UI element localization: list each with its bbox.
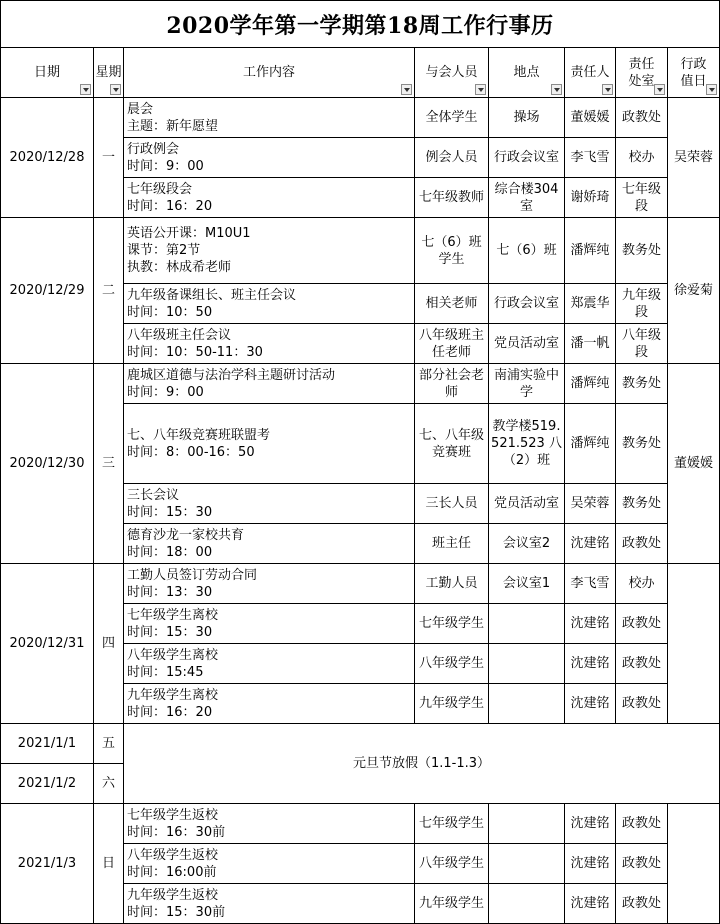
location-cell[interactable] (489, 844, 565, 884)
dept-cell[interactable]: 教务处 (616, 218, 668, 284)
dept-cell[interactable]: 教务处 (616, 404, 668, 484)
owner-cell[interactable]: 吴荣蓉 (565, 484, 616, 524)
content-line: 时间：9：00 (127, 158, 204, 174)
location-cell[interactable]: 教学楼519.521.523 八（2）班 (489, 404, 565, 484)
header-weekday[interactable]: 星期 (94, 48, 124, 98)
header-date[interactable]: 日期 (1, 48, 94, 98)
dept-cell[interactable]: 政教处 (616, 804, 668, 844)
content-line: 英语公开课：M10U1 (127, 226, 251, 241)
location-cell[interactable] (489, 804, 565, 844)
attendees-cell[interactable]: 工勤人员 (415, 564, 489, 604)
attendees-cell[interactable]: 相关老师 (415, 284, 489, 324)
content-cell[interactable] (124, 804, 415, 844)
content-line: 时间：16：20 (127, 198, 213, 214)
dept-cell[interactable]: 校办 (616, 138, 668, 178)
attendees-cell[interactable]: 九年级学生 (415, 684, 489, 724)
owner-cell[interactable]: 李飞雪 (565, 564, 616, 604)
location-cell[interactable]: 综合楼304室 (489, 178, 565, 218)
header-content[interactable]: 工作内容 (124, 48, 415, 98)
date-cell[interactable]: 2020/12/29 (1, 218, 94, 364)
dept-cell[interactable]: 政教处 (616, 98, 668, 138)
content-line: 时间：16:00前 (127, 864, 217, 880)
table-row (1, 804, 720, 844)
weekday-cell[interactable]: 四 (94, 564, 124, 724)
dept-cell[interactable]: 七年级段 (616, 178, 668, 218)
attendees-cell[interactable]: 班主任 (415, 524, 489, 564)
content-cell[interactable] (124, 324, 415, 364)
content-line: 时间：9：00 (127, 384, 204, 400)
location-cell[interactable]: 会议室1 (489, 564, 565, 604)
content-line: 八年级学生离校 (127, 647, 219, 663)
location-cell[interactable] (489, 644, 565, 684)
content-cell[interactable] (124, 284, 415, 324)
location-cell[interactable]: 操场 (489, 98, 565, 138)
header-row (1, 48, 720, 98)
content-line: 七年级段会 (127, 181, 193, 197)
content-cell[interactable] (124, 484, 415, 524)
header-owner[interactable]: 责任人 (565, 48, 616, 98)
date-cell[interactable]: 2021/1/2 (1, 764, 94, 804)
filter-dropdown-icon[interactable] (401, 84, 412, 95)
header-duty[interactable]: 行政值日 (668, 48, 720, 98)
owner-cell[interactable]: 潘辉纯 (565, 404, 616, 484)
header-location[interactable]: 地点 (489, 48, 565, 98)
location-cell[interactable] (489, 604, 565, 644)
content-cell[interactable] (124, 218, 415, 284)
date-cell[interactable]: 2021/1/3 (1, 804, 94, 924)
filter-dropdown-icon[interactable] (602, 84, 613, 95)
header-dept[interactable]: 责任处室 (616, 48, 668, 98)
date-cell[interactable]: 2020/12/30 (1, 364, 94, 564)
filter-dropdown-icon[interactable] (80, 84, 91, 95)
content-line: 七、八年级竞赛班联盟考 (127, 427, 271, 443)
attendees-cell[interactable]: 部分社会老师 (415, 364, 489, 404)
filter-dropdown-icon[interactable] (706, 84, 717, 95)
owner-cell[interactable]: 董媛媛 (565, 98, 616, 138)
attendees-cell[interactable]: 八年级班主任老师 (415, 324, 489, 364)
content-cell[interactable] (124, 98, 415, 138)
content-line: 晨会 (127, 101, 154, 117)
location-cell[interactable]: 党员活动室 (489, 324, 565, 364)
table-row (1, 218, 720, 284)
content-line: 时间：10：50-11：30 (127, 344, 263, 360)
content-line: 七年级学生返校 (127, 807, 219, 823)
dept-cell[interactable]: 政教处 (616, 844, 668, 884)
table-row (1, 364, 720, 404)
dept-cell[interactable]: 教务处 (616, 484, 668, 524)
location-cell[interactable]: 会议室2 (489, 524, 565, 564)
dept-cell[interactable]: 政教处 (616, 524, 668, 564)
header-attendees[interactable]: 与会人员 (415, 48, 489, 98)
location-cell[interactable]: 党员活动室 (489, 484, 565, 524)
content-line: 九年级备课组长、班主任会议 (127, 287, 297, 303)
owner-cell[interactable]: 沈建铭 (565, 524, 616, 564)
weekday-cell[interactable]: 六 (94, 764, 124, 804)
location-cell[interactable] (489, 684, 565, 724)
content-line: 时间：18：00 (127, 544, 213, 560)
content-cell[interactable] (124, 844, 415, 884)
content-line: 时间：15:45 (127, 664, 204, 680)
content-line: 时间：16：20 (127, 704, 213, 720)
owner-cell[interactable]: 潘一帆 (565, 324, 616, 364)
content-cell[interactable] (124, 644, 415, 684)
dept-cell[interactable]: 政教处 (616, 884, 668, 924)
content-line: 时间：15：30 (127, 504, 213, 520)
location-cell[interactable]: 七（6）班 (489, 218, 565, 284)
title-row (0, 0, 720, 48)
table-row (1, 564, 720, 604)
filter-dropdown-icon[interactable] (110, 84, 121, 95)
schedule-table (0, 47, 720, 924)
attendees-cell[interactable]: 七年级学生 (415, 804, 489, 844)
location-cell[interactable] (489, 884, 565, 924)
duty-cell[interactable]: 董媛媛 (668, 364, 720, 564)
attendees-cell[interactable]: 七年级教师 (415, 178, 489, 218)
dept-cell[interactable]: 校办 (616, 564, 668, 604)
content-cell[interactable] (124, 364, 415, 404)
content-line: 时间：15：30前 (127, 904, 226, 920)
content-line: 八年级学生返校 (127, 847, 219, 863)
attendees-cell[interactable]: 七年级学生 (415, 604, 489, 644)
dept-cell[interactable]: 政教处 (616, 644, 668, 684)
filter-dropdown-icon[interactable] (475, 84, 486, 95)
dept-cell[interactable]: 教务处 (616, 364, 668, 404)
owner-cell[interactable]: 郑震华 (565, 284, 616, 324)
duty-cell[interactable] (668, 804, 720, 924)
page-title: 2020学年第一学期第18周工作行事历 (166, 13, 554, 39)
filter-dropdown-icon[interactable] (654, 84, 665, 95)
content-cell[interactable] (124, 524, 415, 564)
duty-cell[interactable]: 吴荣蓉 (668, 98, 720, 218)
content-cell[interactable] (124, 884, 415, 924)
owner-cell[interactable]: 沈建铭 (565, 604, 616, 644)
attendees-cell[interactable]: 七、八年级竞赛班 (415, 404, 489, 484)
content-line: 工勤人员签订劳动合同 (127, 567, 258, 583)
content-cell[interactable] (124, 604, 415, 644)
content-cell[interactable] (124, 138, 415, 178)
attendees-cell[interactable]: 七（6）班学生 (415, 218, 489, 284)
attendees-cell[interactable]: 八年级学生 (415, 644, 489, 684)
dept-cell[interactable]: 八年级段 (616, 324, 668, 364)
location-cell[interactable]: 南浦实验中学 (489, 364, 565, 404)
owner-cell[interactable]: 沈建铭 (565, 644, 616, 684)
content-line: 行政例会 (127, 141, 180, 157)
content-line: 主题：新年愿望 (127, 118, 219, 134)
content-line: 三长会议 (127, 487, 180, 503)
table-row (1, 98, 720, 138)
attendees-cell[interactable]: 九年级学生 (415, 884, 489, 924)
attendees-cell[interactable]: 例会人员 (415, 138, 489, 178)
owner-cell[interactable]: 潘辉纯 (565, 364, 616, 404)
content-line: 时间：8：00-16：50 (127, 444, 255, 460)
content-line: 课节：第2节 (127, 243, 201, 258)
content-line: 九年级学生离校 (127, 687, 219, 703)
attendees-cell[interactable]: 三长人员 (415, 484, 489, 524)
content-cell[interactable] (124, 178, 415, 218)
owner-cell[interactable]: 潘辉纯 (565, 218, 616, 284)
date-cell[interactable]: 2020/12/31 (1, 564, 94, 724)
holiday-cell[interactable]: 元旦节放假（1.1-1.3） (124, 724, 720, 804)
weekday-cell[interactable]: 日 (94, 804, 124, 924)
weekday-cell[interactable]: 一 (94, 98, 124, 218)
owner-cell[interactable]: 沈建铭 (565, 804, 616, 844)
content-line: 德育沙龙一家校共育 (127, 527, 245, 543)
duty-cell[interactable] (668, 564, 720, 724)
content-line: 执教：林成希老师 (127, 260, 232, 275)
attendees-cell[interactable]: 全体学生 (415, 98, 489, 138)
content-line: 八年级班主任会议 (127, 327, 232, 343)
owner-cell[interactable]: 沈建铭 (565, 684, 616, 724)
duty-cell[interactable]: 徐爱菊 (668, 218, 720, 364)
dept-cell[interactable]: 政教处 (616, 604, 668, 644)
content-cell[interactable] (124, 404, 415, 484)
date-cell[interactable]: 2020/12/28 (1, 98, 94, 218)
owner-cell[interactable]: 谢娇琦 (565, 178, 616, 218)
weekday-cell[interactable]: 三 (94, 364, 124, 564)
location-cell[interactable]: 行政会议室 (489, 138, 565, 178)
weekday-cell[interactable]: 二 (94, 218, 124, 364)
date-cell[interactable]: 2021/1/1 (1, 724, 94, 764)
content-cell[interactable] (124, 564, 415, 604)
owner-cell[interactable]: 沈建铭 (565, 884, 616, 924)
dept-cell[interactable]: 九年级段 (616, 284, 668, 324)
content-line: 时间：13：30 (127, 584, 213, 600)
content-line: 时间：15：30 (127, 624, 213, 640)
content-line: 七年级学生离校 (127, 607, 219, 623)
content-line: 九年级学生返校 (127, 887, 219, 903)
content-line: 鹿城区道德与法治学科主题研讨活动 (127, 367, 336, 383)
content-line: 时间：16：30前 (127, 824, 226, 840)
attendees-cell[interactable]: 八年级学生 (415, 844, 489, 884)
dept-cell[interactable]: 政教处 (616, 684, 668, 724)
weekday-cell[interactable]: 五 (94, 724, 124, 764)
owner-cell[interactable]: 沈建铭 (565, 844, 616, 884)
location-cell[interactable]: 行政会议室 (489, 284, 565, 324)
table-row (1, 724, 720, 764)
content-line: 时间：10：50 (127, 304, 213, 320)
owner-cell[interactable]: 李飞雪 (565, 138, 616, 178)
content-cell[interactable] (124, 684, 415, 724)
filter-dropdown-icon[interactable] (551, 84, 562, 95)
